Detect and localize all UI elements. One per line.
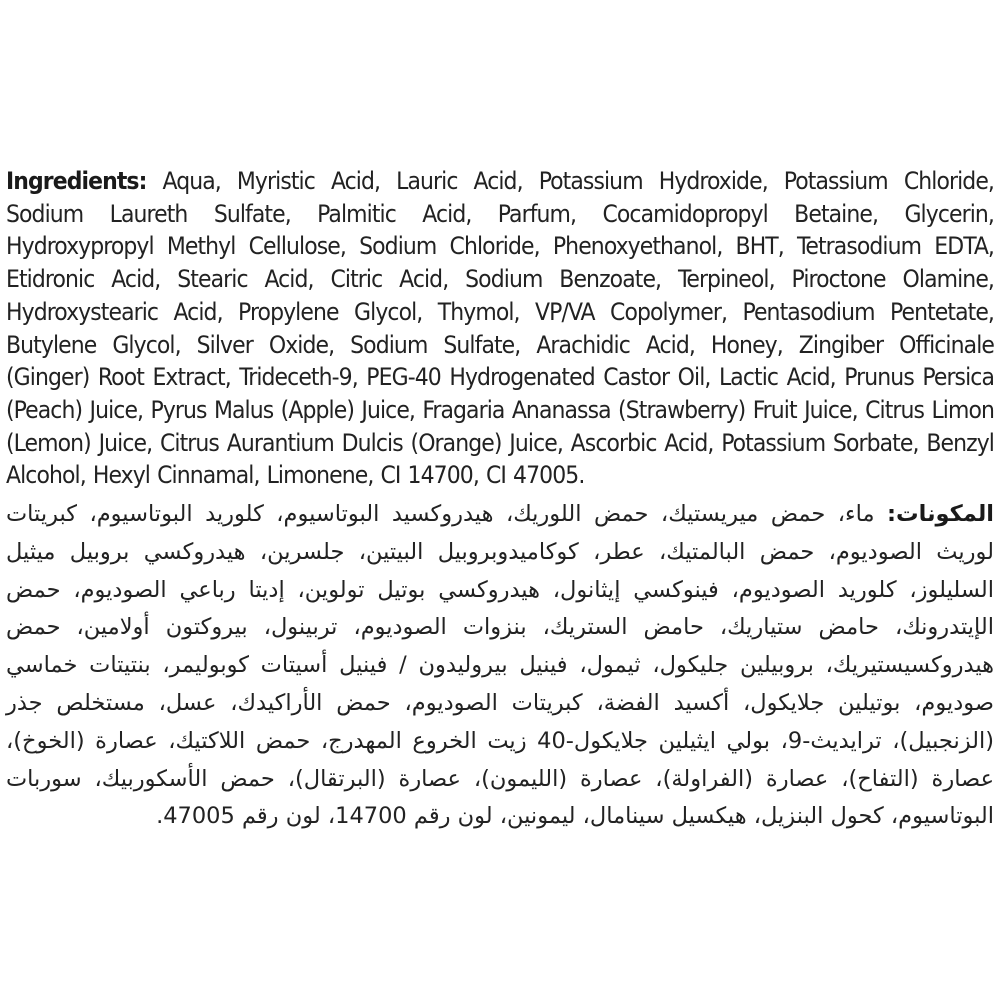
ingredients-list-english: Aqua, Myristic Acid, Lauric Acid, Potassium Hydroxide, Potassium Chloride, Sodium Laureth Sulfate, Palmitic Acid, Parfum, Cocamidopropyl Betaine, Glycerin, Hydroxypropyl Methyl Cellulose, Sodium Chloride, Phenoxyethanol, BHT, Tetrasodium EDTA, Etidronic Acid, Stearic Acid, Citric Acid, Sodium Benzoate, Terpineol, Piroctone Olamine, Hydroxystearic Acid, Propylene Glycol, Thymol, VP/VA Copolymer, Pentasodium Pentetate, Butylene Glycol, Silver Oxide, Sodium Sulfate, Arachidic Acid, Honey, Zingiber Officinale (Ginger) Root Extract, Trideceth-9, PEG-40 Hydrogenated Castor Oil, Lactic Acid, Prunus Persica (Peach) Juice, Pyrus Malus (Apple) Juice, Fragaria Ananassa (Strawberry) Fruit Juice, Citrus Limon (Lemon) Juice, Citrus Aurantium Dulcis (Orange) Juice, Ascorbic Acid, Potassium Sorbate, Benzyl Alcohol, Hexyl Cinnamal, Limonene, CI 14700, CI 47005.: [6, 166, 994, 490]
ingredients-heading-arabic: المكونات:: [887, 501, 994, 528]
ingredients-arabic: [6, 496, 994, 836]
ingredients-list-arabic: ماء، حمض ميريستيك، حمض اللوريك، هيدروكسيد البوتاسيوم، كلوريد البوتاسيوم، كبريتات لوريث الصوديوم، حمض البالمتيك، عطر، كوكاميدوبروبيل البيتين، جلسرين، هيدروكسي بروبيل ميثيل السليلوز، كلوريد الصوديوم، فينوكسي إيثانول، هيدروكسي بوتيل تولوين، إديتا رباعي الصوديوم، حمض الإيتدرونك، حامض ستياريك، حامض الستريك، بنزوات الصوديوم، تربينول، بيروكتون أولامين، حمض هيدروكسيستيريك، بروبيلين جليكول، ثيمول، فينيل بيروليدون / فينيل أسيتات كوبوليمر، بنتيتات خماسي صوديوم، بوتيلين جلايكول، أكسيد الفضة، كبريتات الصوديوم، حمض الأراكيدك، عسل، مستخلص جذر (الزنجبيل)، ترايديث-9، بولي ايثيلين جلايكول-40 زيت الخروع المهدرج، حمض اللاكتيك، عصارة (الخوخ)، عصارة (التفاح)، عصارة (الفراولة)، عصارة (الليمون)، عصارة (البرتقال)، حمض الأسكوربيك، سوربات البوتاسيوم، كحول البنزيل، هيكسيل سينامال، ليمونين، لون رقم 14700، لون رقم 47005.: [6, 501, 995, 830]
ingredients-label: [6, 165, 994, 836]
ingredients-heading-english: Ingredients:: [6, 166, 147, 195]
ingredients-english: [6, 165, 994, 492]
